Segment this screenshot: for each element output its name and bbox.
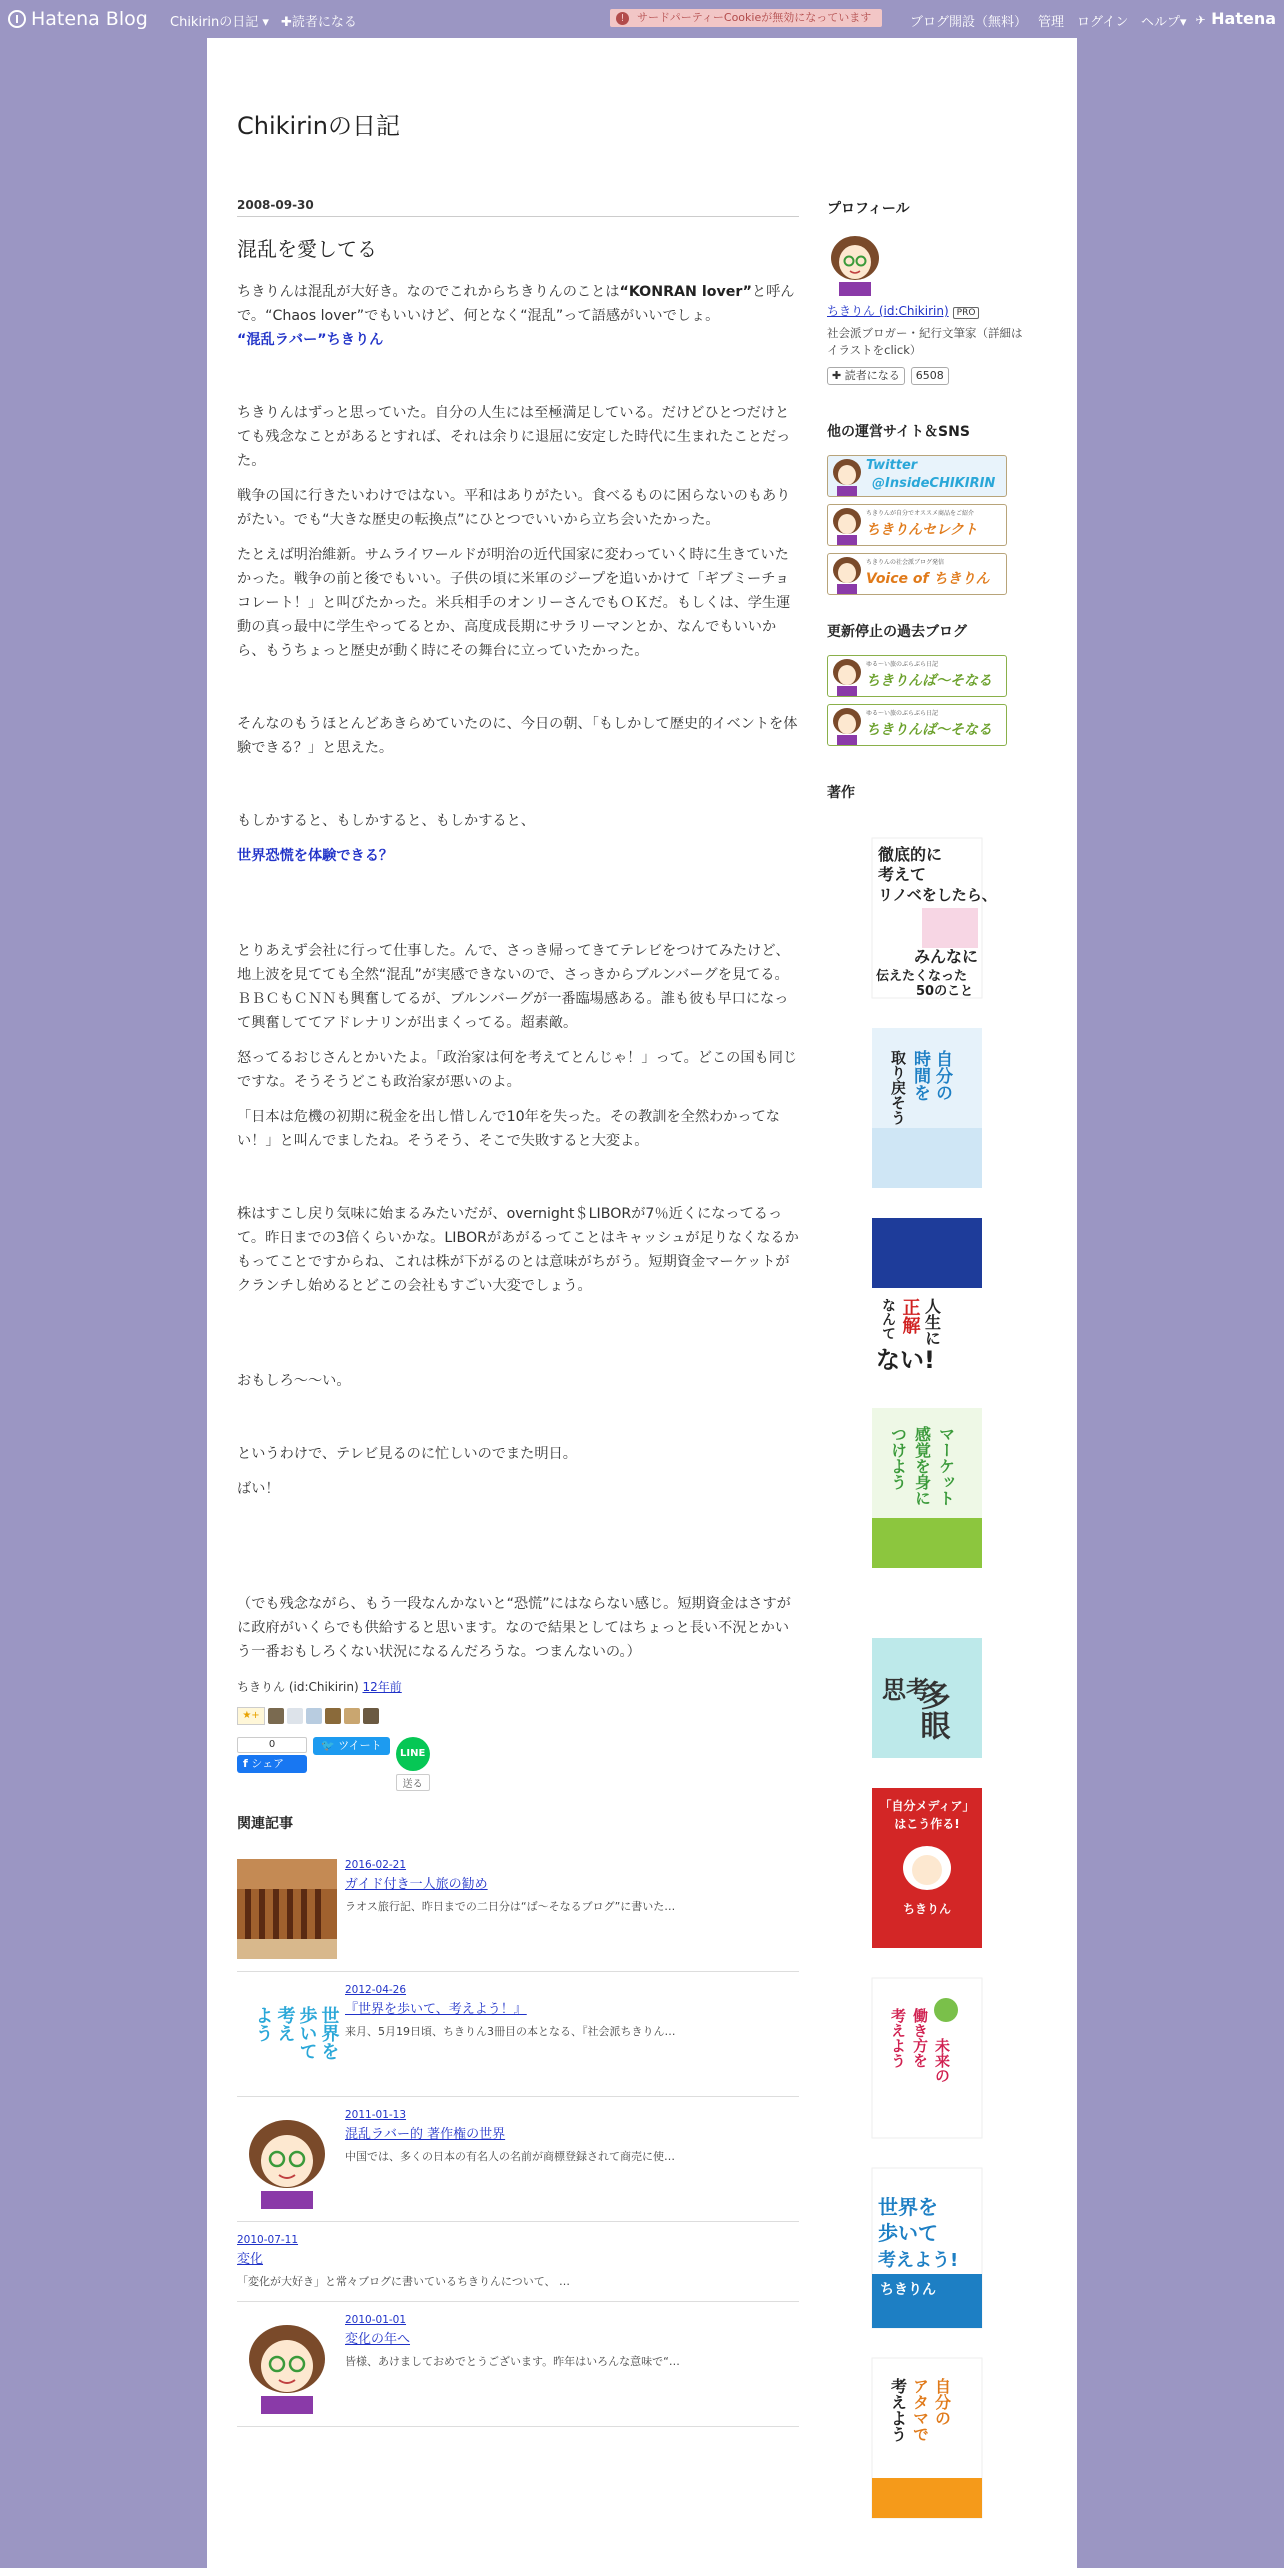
related-date[interactable]: 2010-01-01 (345, 2314, 407, 2326)
entry (237, 198, 799, 2427)
svg-text:マーケット: マーケット (936, 1426, 956, 1506)
chikirin-avatar (237, 2314, 337, 2414)
book-cover-multiview (872, 1598, 982, 1758)
chikirin-avatar (827, 232, 883, 296)
related-snippet: 中国では、多くの日本の有名人の名前が商標登録されて商売に使… (345, 2150, 675, 2163)
chikirin-avatar (830, 456, 864, 496)
book-cover-walk-world (872, 2168, 982, 2328)
paragraph: 「日本は危機の初期に税金を出し惜しんで10年を失った。その教訓を全然わかってない！」と叫んでましたね。そうそう、そこで失敗すると大変よ。 (237, 1109, 780, 1149)
facebook-share-count: 0 (237, 1737, 307, 1753)
related-thumbnail[interactable] (237, 1984, 340, 2084)
book-cover[interactable] (872, 1218, 982, 1378)
related-snippet: ラオス旅行記、昨日までの二日分は“ば～そなるブログ”に書いた… (345, 1900, 676, 1913)
svg-text:よう: よう (252, 2006, 274, 2042)
hatena-logo-icon (8, 10, 26, 28)
paragraph: そんなのもうほとんどあきらめていたのに、今日の朝、「もしかして歴史的イベントを体験できる？」と思えた。 (237, 716, 798, 756)
book-cover[interactable] (872, 1408, 982, 1568)
subscribe-link[interactable]: ✚読者になる (281, 15, 357, 30)
help-menu[interactable]: ヘルプ▾ (1141, 15, 1187, 30)
paragraph: 怒ってるおじさんとかいたよ。「政治家は何を考えてとんじゃ！」って。どこの国も同じですな。そうそうどこも政治家が悪いのよ。 (237, 1050, 798, 1090)
svg-text:時間を: 時間を (910, 1050, 930, 1101)
related-thumbnail[interactable] (237, 2109, 337, 2209)
svg-text:思考: 思考 (882, 1676, 930, 1704)
chikirin-avatar (237, 2109, 337, 2209)
author-name: ちきりん (id:Chikirin) (237, 1680, 359, 1694)
book-cover[interactable] (872, 2358, 982, 2518)
related-item[interactable] (237, 1972, 799, 2097)
caret-down-icon: ▾ (1180, 15, 1187, 30)
related-snippet: 来月、5月19日頃、ちきりん3冊目の本となる、『社会派ちきりん… (345, 2025, 676, 2038)
paragraph: というわけで、テレビ見るのに忙しいのでまた明日。 (237, 1446, 577, 1462)
book-cover-renovation (872, 838, 997, 999)
paragraph: ちきりんはずっと思っていた。自分の人生には至極満足している。だけどひとつだけとても残念なことがあるとすれば、それは余りに退屈に安定した時代に生まれたことだった。 (237, 405, 791, 469)
svg-text:人生に: 人生に (922, 1298, 942, 1346)
svg-text:考えよう: 考えよう (888, 2378, 908, 2442)
svg-text:感覚を身に: 感覚を身に (912, 1426, 932, 1506)
star-user-avatar[interactable] (363, 1708, 379, 1724)
twitter-bird-icon: 🐦 (321, 1739, 335, 1752)
profile-heading: プロフィール (827, 201, 910, 217)
book-cover[interactable] (872, 2168, 982, 2328)
profile-name-link[interactable]: ちきりん (id:Chikirin) PRO (827, 302, 1027, 319)
plus-icon: ✚ (281, 15, 292, 30)
entry-permalink[interactable]: 12年前 (362, 1680, 402, 1694)
temple-photo (237, 1859, 337, 1959)
paragraph: ちきりんは混乱が大好き。なのでこれからちきりんのことは“KONRAN lover”と呼んで。“Chaos lover”でもいいけど、何となく“混乱”って語感がいいでしょ。 “混乱ラバー”ちきりん (237, 284, 795, 348)
book-cover[interactable] (872, 1028, 982, 1188)
entry-title[interactable]: 混乱を愛してる (237, 237, 377, 261)
related-title[interactable]: ガイド付き一人旅の勧め (345, 1877, 488, 1892)
svg-text:ちきりん: ちきりん (880, 2282, 936, 2298)
tweet-button[interactable]: 🐦 ツイート (313, 1737, 390, 1755)
paragraph: 戦争の国に行きたいわけではない。平和はありがたい。食べるものに困らないのもありがたい。でも“大きな歴史の転換点”にひとつでいいから立ち会いたかった。 (237, 488, 791, 528)
related-title[interactable]: 混乱ラバー的 著作権の世界 (345, 2127, 506, 2142)
entry-footer (237, 1678, 799, 1695)
book-cover[interactable] (872, 1788, 982, 1948)
svg-text:世界を: 世界を (318, 2006, 340, 2060)
cookie-warning: ! サードパーティーCookieが無効になっています (610, 9, 882, 27)
svg-text:徹底的に: 徹底的に (878, 845, 943, 864)
related-thumbnail[interactable] (237, 2314, 337, 2414)
facebook-icon: f (243, 1757, 248, 1770)
paragraph: たとえば明治維新。サムライワールドが明治の近代国家に変わっていく時に生きていたかった。戦争の前と後でもいい。子供の頃に米軍のジープを追いかけて「ギブミーチョコレート！」と叫びたかった。米兵相手のオンリーさんでもＯＫだ。もしくは、学生運動の真っ最中に学生やってるとか、高度成長期にサラリーマンとか、なんでもいいから、もうちょっと歴史が動く時にその舞台に立っていたかった。 (237, 547, 791, 659)
svg-text:リノベをしたら、: リノベをしたら、 (878, 886, 997, 904)
related-title[interactable]: 変化 (237, 2252, 264, 2267)
reader-count: 6508 (911, 367, 949, 385)
line-share[interactable] (396, 1737, 430, 1791)
sidebar (827, 198, 1027, 2548)
star-user-avatar[interactable] (306, 1708, 322, 1724)
svg-text:考えよう: 考えよう (889, 2008, 907, 2068)
svg-text:多眼: 多眼 (914, 1680, 950, 1740)
chikirin-avatar (830, 705, 864, 745)
profile-avatar[interactable] (827, 232, 883, 296)
admin-link[interactable]: 管理 (1038, 15, 1065, 30)
svg-text:ない!: ない! (876, 1346, 935, 1374)
open-blog-link[interactable]: ブログ開設（無料） (910, 15, 1028, 30)
svg-text:未来の: 未来の (933, 2038, 951, 2083)
svg-text:「自分メディア」: 「自分メディア」 (879, 1799, 975, 1813)
related-item[interactable] (237, 1847, 799, 1972)
line-send-label: 送る (396, 1774, 430, 1791)
svg-text:世界を: 世界を (878, 2195, 938, 2219)
book-cover-future-work (872, 1978, 982, 2138)
book-cover[interactable] (872, 1978, 982, 2138)
chikirin-avatar (830, 554, 864, 594)
svg-text:なんて: なんて (880, 1298, 896, 1340)
star-user-avatar[interactable] (287, 1708, 303, 1724)
book-cover-self-media (872, 1788, 982, 1948)
book-cover[interactable] (872, 1598, 982, 1758)
book-cover-time (872, 1028, 982, 1188)
related-date[interactable]: 2016-02-21 (345, 1859, 407, 1871)
related-thumbnail[interactable] (237, 1859, 337, 1959)
caret-down-icon: ▾ (262, 15, 269, 30)
blog-title[interactable]: Chikirinの日記 (237, 112, 400, 140)
hatena-bird-icon: ✈ (1195, 13, 1206, 27)
related-title[interactable]: 変化の年へ (345, 2332, 411, 2347)
related-item[interactable] (237, 2097, 799, 2222)
paragraph: 株はすこし戻り気味に始まるみたいだが、overnight＄LIBORが7％近くになってるって。昨日までの3倍くらいかな。LIBORがあがるってことはキャッシュが足りなくなるかもってことですからね、これは株が下がるのとは意味がちがう。短期資金マーケットがクランチし始めるとどこの会社もすごい大変でしょう。 (237, 1206, 799, 1294)
subscribe-button[interactable]: ✚ 読者になる (827, 367, 905, 385)
line-icon: LINE (396, 1737, 430, 1771)
star-user-avatar[interactable] (268, 1708, 284, 1724)
paragraph: 世界恐慌を体験できる？ (237, 848, 394, 864)
svg-text:はこう作る!: はこう作る! (894, 1817, 960, 1831)
related-item[interactable] (237, 2302, 799, 2427)
related-heading: 関連記事 (237, 1816, 293, 1832)
svg-text:ちきりん: ちきりん (902, 1902, 952, 1916)
diary-menu[interactable]: Chikirinの日記 ▾ (170, 15, 269, 30)
share-buttons (237, 1737, 799, 1791)
star-user-avatar[interactable] (325, 1708, 341, 1724)
warning-icon: ! (616, 12, 629, 25)
books-heading: 著作 (827, 785, 855, 801)
svg-text:取り戻そう: 取り戻そう (889, 1050, 907, 1125)
book-cover[interactable] (872, 838, 997, 999)
hatena-stars (237, 1707, 799, 1725)
chikirin-select-banner[interactable]: ちきりんが自分でオススメ商品をご紹介 ちきりんセレクト (827, 504, 1007, 546)
related-date[interactable]: 2012-04-26 (345, 1984, 407, 1996)
star-user-avatar[interactable] (344, 1708, 360, 1724)
add-star-button[interactable]: ★+ (237, 1707, 265, 1725)
book-cover-thumbnail (237, 1984, 340, 2084)
svg-text:働き方を: 働き方を (911, 2008, 929, 2068)
blog-page (207, 38, 1077, 2568)
hatena-blog-logo[interactable]: Hatena Blog (8, 8, 148, 30)
book-cover-market (872, 1408, 982, 1568)
plus-icon: ✚ (832, 369, 842, 382)
chikirin-avatar (830, 656, 864, 696)
svg-text:正解: 正解 (899, 1298, 921, 1334)
book-cover-think-yourself (872, 2358, 982, 2518)
twitter-banner[interactable]: Twitter @InsideCHIKIRIN (827, 455, 1007, 497)
login-link[interactable]: ログイン (1077, 15, 1129, 30)
chikirin-avatar (830, 505, 864, 545)
pro-badge: PRO (953, 307, 980, 319)
svg-text:伝えたくなった: 伝えたくなった (876, 969, 968, 984)
svg-text:歩いて: 歩いて (878, 2221, 938, 2245)
related-date[interactable]: 2011-01-13 (345, 2109, 407, 2121)
reader-widget (827, 367, 1027, 385)
past-blog-banner[interactable]: ゆる～い旅のぶらぶら日記 ちきりんば～そなる (827, 655, 1007, 697)
svg-text:50のこと: 50のこと (916, 984, 974, 999)
svg-text:自分の: 自分の (932, 1050, 952, 1101)
global-header (0, 0, 1284, 38)
svg-text:つけよう: つけよう (888, 1426, 908, 1490)
facebook-share[interactable]: 0 f シェア (237, 1737, 307, 1773)
svg-text:自分の: 自分の (932, 2378, 952, 2426)
hatena-link[interactable]: ✈ Hatena (1195, 9, 1276, 28)
paragraph: ばい！ (237, 1481, 280, 1497)
svg-text:アタマで: アタマで (910, 2378, 930, 2442)
paragraph: もしかすると、もしかすると、もしかすると、 (237, 813, 535, 829)
related-item[interactable] (237, 2222, 799, 2302)
past-blog-heading: 更新停止の過去ブログ (827, 624, 967, 640)
svg-text:みんなに: みんなに (914, 947, 979, 966)
other-sites-heading: 他の運営サイト＆SNS (827, 424, 970, 440)
paragraph: （でも残念ながら、もう一段なんかないと“恐慌”にはならない感じ。短期資金はさすがに政府がいくらでも供給すると思います。なので結果としてはちょっと長い不況とかいう一番おもしろくない状況になるんだろうな。つまんないの。） (237, 1596, 791, 1660)
past-blog-banner[interactable]: ゆる～い旅のぶらぶら日記 ちきりんば～そなる (827, 704, 1007, 746)
related-date[interactable]: 2010-07-11 (237, 2234, 299, 2246)
related-snippet: 皆様、あけましておめでとうございます。昨年はいろんな意味で“… (345, 2355, 680, 2368)
paragraph: とりあえず会社に行って仕事した。んで、さっき帰ってきてテレビをつけてみたけど、地上波を見てても全然“混乱”が実感できないので、さっきからブルンバーグを見てる。ＢＢＣもＣＮＮも興奮してるが、ブルンバーグが一番臨場感ある。誰も彼も早口になって興奮しててアドレナリンが出まくってる。超素敵。 (237, 943, 790, 1031)
voice-of-chikirin-banner[interactable]: ちきりんの社会派ブログ発信 Voice of ちきりん (827, 553, 1007, 595)
svg-text:歩いて: 歩いて (296, 2006, 318, 2060)
related-snippet: 「変化が大好き」と常々ブログに書いているちきりんについて、 … (237, 2275, 571, 2288)
svg-text:考えよう!: 考えよう! (878, 2250, 959, 2271)
svg-text:考え: 考え (274, 2006, 296, 2042)
profile-description: 社会派ブロガー・紀行文筆家（詳細はイラストをclick） (827, 326, 1023, 357)
paragraph: おもしろ〜〜い。 (237, 1373, 351, 1389)
entry-date[interactable]: 2008-09-30 (237, 198, 799, 217)
related-title[interactable]: 『世界を歩いて、考えよう！』 (345, 2002, 527, 2017)
book-cover-no-right-answer (872, 1218, 982, 1378)
svg-text:考えて: 考えて (878, 865, 927, 884)
